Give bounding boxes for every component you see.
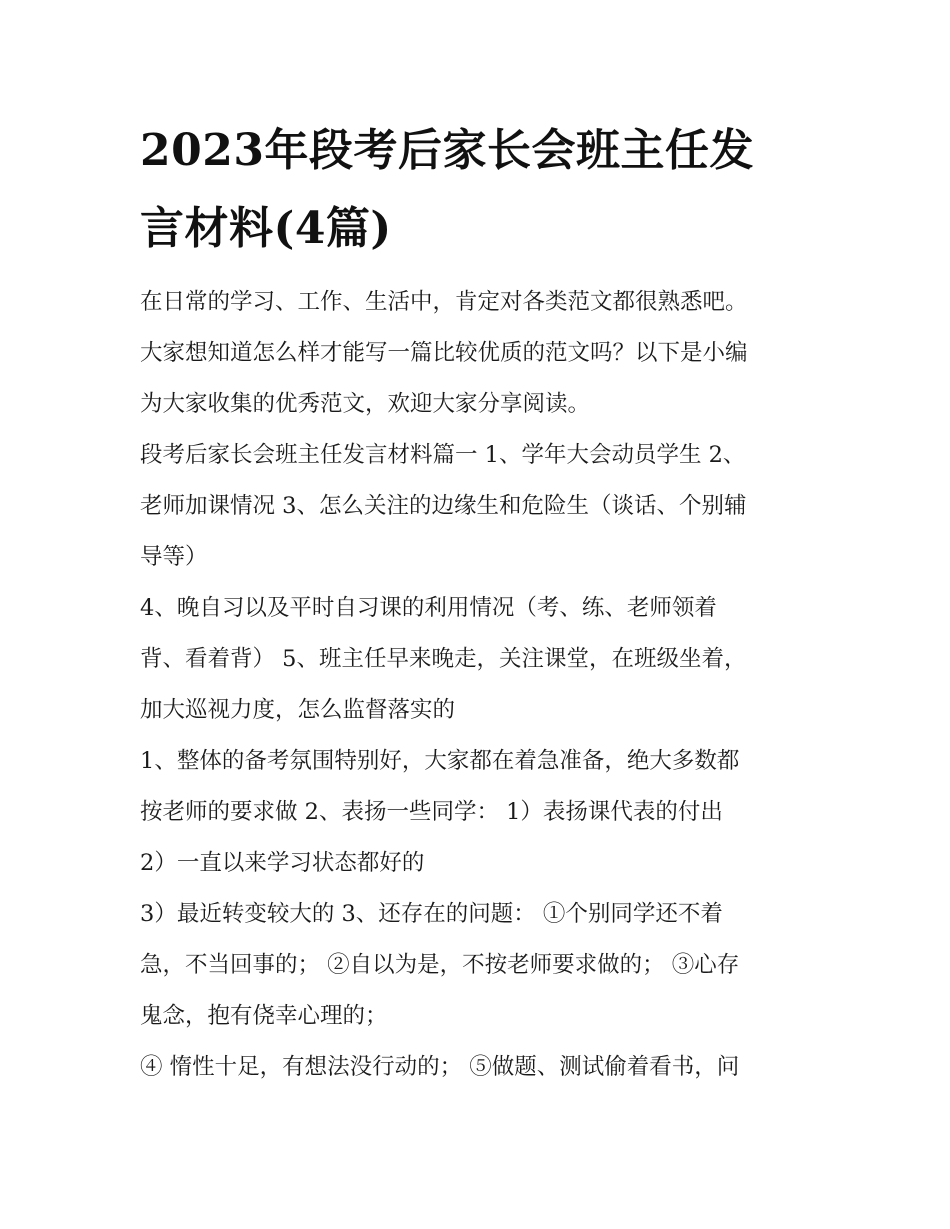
paragraph-part-one bbox=[140, 430, 830, 583]
text-line: 大家想知道怎么样才能写一篇比较优质的范文吗？以下是小编 bbox=[140, 340, 748, 366]
text-line: 为大家收集的优秀范文，欢迎大家分享阅读。 bbox=[140, 391, 591, 417]
text-line: 鬼念，抱有侥幸心理的； bbox=[140, 1003, 388, 1029]
text-line: 导等） bbox=[140, 544, 208, 570]
text-line: ④ 惰性十足，有想法没行动的； ⑤做题、测试偷着看书，问 bbox=[140, 1054, 740, 1080]
text-line: 加大巡视力度，怎么监督落实的 bbox=[140, 697, 456, 723]
title-line: 2023年段考后家长会班主任发 bbox=[140, 125, 754, 176]
text-line: 在日常的学习、工作、生活中，肯定对各类范文都很熟悉吧。 bbox=[140, 289, 748, 315]
paragraph-laziness bbox=[140, 1042, 830, 1093]
text-line: 老师加课情况 3、怎么关注的边缘生和危险生（谈话、个别辅 bbox=[140, 493, 747, 519]
text-line: 3）最近转变较大的 3、还存在的问题： ①个别同学还不着 bbox=[140, 901, 723, 927]
document-body bbox=[140, 277, 830, 1093]
text-line: 背、看着背） 5、班主任早来晚走，关注课堂，在班级坐着， bbox=[140, 646, 747, 672]
text-line: 1、整体的备考氛围特别好，大家都在着急准备，绝大多数都 bbox=[140, 748, 740, 774]
text-line: 急，不当回事的； ②自以为是，不按老师要求做的； ③心存 bbox=[140, 952, 740, 978]
paragraph-atmosphere bbox=[140, 736, 830, 889]
text-line: 2）一直以来学习状态都好的 bbox=[140, 850, 425, 876]
title-line: 言材料(4篇) bbox=[140, 203, 392, 254]
paragraph-problems bbox=[140, 889, 830, 1042]
text-line: 按老师的要求做 2、表扬一些同学： 1）表扬课代表的付出 bbox=[140, 799, 723, 825]
text-line: 段考后家长会班主任发言材料篇一 1、学年大会动员学生 2、 bbox=[140, 442, 746, 468]
text-line: 4、晚自习以及平时自习课的利用情况（考、练、老师领着 bbox=[140, 595, 717, 621]
paragraph-intro bbox=[140, 277, 830, 430]
paragraph-self-study bbox=[140, 583, 830, 736]
document-title bbox=[140, 112, 820, 268]
